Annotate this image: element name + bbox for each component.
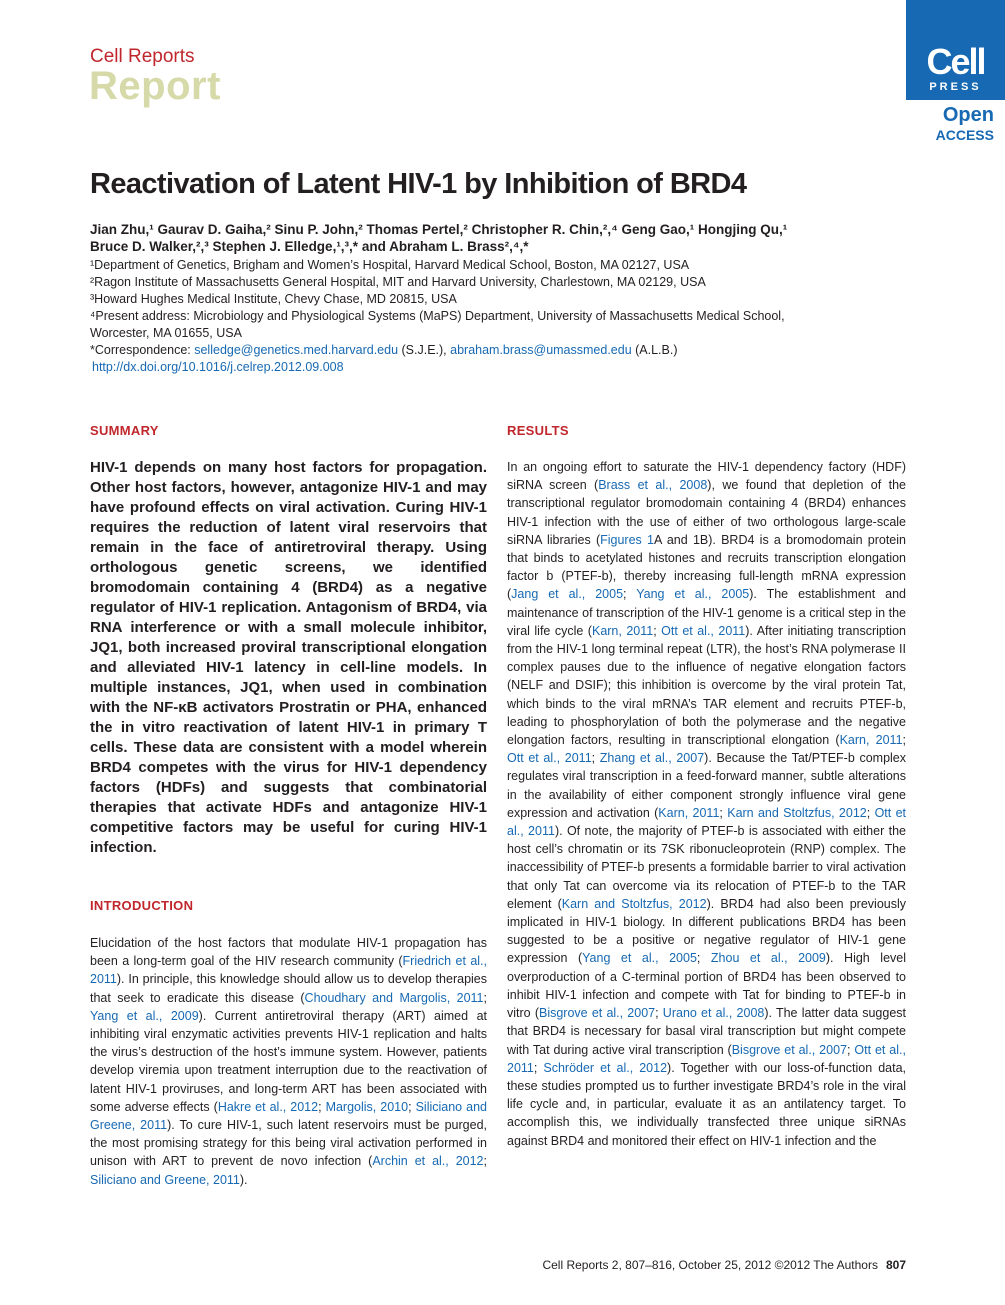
text-run: ; (623, 587, 637, 602)
text-run: ). The establishment and maintenance of transcription of the HIV-1 genome is a critical step in the viral life cycle ( (507, 587, 906, 638)
page-number: 807 (885, 1258, 906, 1272)
figure-link[interactable]: Figures (600, 532, 642, 547)
text-run: ; (719, 805, 728, 820)
citation-link[interactable]: Ott et al., 2011 (507, 1042, 906, 1075)
citation-link[interactable]: Zhou et al., 2009 (710, 951, 826, 966)
text-run: ). Current antiretroviral therapy (ART) aimed at inhibiting viral enzymatic activities prevents HIV-1 replication and halts the virus’s destruction of the host’s immune system. However, patients develop viremia upon treatment interruption due to the reactivation of latent HIV-1 proviruses, and long-term ART has been associated with some adverse effects ( (90, 1008, 487, 1114)
correspondence (90, 342, 920, 359)
summary-heading: SUMMARY (90, 423, 159, 438)
text-run: ). Together with our loss-of-function data, these studies prompted us to further investigate BRD4’s role in the viral life cycle and, in particular, evaluate it as an antilatency target. To accomplish this, we individually transfected three unique siRNAs against BRD4 and monitored their effect on HIV-1 infection and the (507, 1060, 906, 1148)
logo-press-text: PRESS (929, 81, 982, 93)
text-run: ; (533, 1060, 544, 1075)
citation-link[interactable]: Bisgrove et al., 2007 (538, 1006, 656, 1021)
text-run: Elucidation of the host factors that modulate HIV-1 propagation has been a long-term goal of the HIV research community ( (90, 936, 487, 969)
text-run: ; (408, 1099, 416, 1114)
text-run: ). Because the Tat/PTEF-b complex regulates viral transcription in a feed-forward manner, subtle alterations in the availability of either component strongly influence viral gene expression and activation ( (507, 751, 906, 820)
doi-link[interactable]: http://dx.doi.org/10.1016/j.celrep.2012.09.008 (92, 360, 344, 374)
citation-link[interactable]: Karn, 2011 (591, 623, 654, 638)
citation-link[interactable]: Urano et al., 2008 (662, 1006, 765, 1021)
summary-paragraph: HIV-1 depends on many host factors for propagation. Other host factors, however, antagonize HIV-1 and may have profound effects on viral activation. Curing HIV-1 requires the reduction of latent viral reservoirs that remain in the face of antiretroviral therapy. Using orthologous genetic screens, we identified bromodomain containing 4 (BRD4) as a negative regulator of HIV-1 replication. Antagonism of BRD4, via RNA interference or with a small molecule inhibitor, JQ1, both increased proviral transcriptional elongation and alleviated HIV-1 latency in cell-line models. In multiple instances, JQ1, when used in combination with the NF-κB activators Prostratin or PHA, enhanced the in vitro reactivation of latent HIV-1 in primary T cells. These data are consistent with a model wherein BRD4 competes with the virus for HIV-1 dependency factors (HDFs) and suggests that combinatorial therapies that activate HDFs and antagonize HIV-1 competitive factors may be useful for curing HIV-1 infection. (90, 459, 487, 856)
open-access-label: Open (942, 104, 994, 126)
correspondence-who-2: (A.L.B.) (631, 343, 678, 357)
citation-link[interactable]: Choudhary and Margolis, 2011 (304, 990, 484, 1005)
text-run: ). The latter data suggest that BRD4 is necessary for basal viral transcription but might compete with Tat during active viral transcription ( (507, 1006, 906, 1057)
text-run: A and 1B). BRD4 is a bromodomain protein that binds to acetylated histones and recruits transcription elongation factor b (PTEF-b), thereby increasing full-length mRNA expression ( (507, 532, 906, 602)
figure-link[interactable]: 1 (647, 532, 654, 547)
results-heading: RESULTS (507, 423, 569, 438)
citation-link[interactable]: Friedrich et al., 2011 (90, 954, 488, 987)
text-run: ; (318, 1099, 326, 1114)
affiliation-4-cont: Worcester, MA 01655, USA (90, 326, 242, 340)
author-line-1: Jian Zhu,¹ Gaurav D. Gaiha,² Sinu P. John,² Thomas Pertel,² Christopher R. Chin,²,⁴ Geng Gao,¹ Hongjing Qu,¹ (90, 222, 788, 237)
citation-link[interactable]: Yang et al., 2009 (90, 1008, 199, 1023)
text-run: In an ongoing effort to saturate the HIV-1 dependency factory (HDF) siRNA screen ( (507, 460, 906, 493)
citation-link[interactable]: Archin et al., 2012 (372, 1154, 484, 1169)
article-type: Report (89, 64, 221, 108)
affiliation-4: ⁴Present address: Microbiology and Physiological Systems (MaPS) Department, University of Massachusetts Medical School, (90, 309, 785, 323)
text-run: ; (866, 805, 875, 820)
introduction-paragraph (90, 934, 487, 1189)
citation-link[interactable]: Ott et al., 2011 (507, 805, 906, 839)
citation-link[interactable]: Hakre et al., 2012 (217, 1099, 319, 1114)
citation-link[interactable]: Karn and Stoltzfus, 2012 (561, 896, 707, 911)
affiliation-3: ³Howard Hughes Medical Institute, Chevy Chase, MD 20815, USA (90, 292, 457, 306)
citation-link[interactable]: Siliciano and Greene, 2011 (90, 1172, 240, 1187)
citation-link[interactable]: Brass et al., 2008 (598, 478, 708, 493)
citation-link[interactable]: Ott et al., 2011 (507, 751, 592, 766)
citation-link[interactable]: Ott et al., 2011 (661, 623, 746, 638)
text-run: ). In principle, this knowledge should allow us to develop therapies that seek to eradicate this disease ( (90, 972, 487, 1005)
citation-link[interactable]: Jang et al., 2005 (511, 587, 624, 602)
text-run: ; (655, 1006, 663, 1021)
text-run: ). (239, 1172, 248, 1187)
email-link-brass[interactable]: abraham.brass@umassmed.edu (450, 343, 632, 357)
text-run: ; (483, 1154, 487, 1169)
citation-link[interactable]: Karn, 2011 (839, 733, 903, 748)
text-run: ). High level overproduction of a C-terminal portion of BRD4 has been observed to inhibit HIV-1 infection and compete with Tat for binding to PTEF-b in vitro ( (507, 951, 906, 1021)
citation-link[interactable]: Karn and Stoltzfus, 2012 (727, 805, 867, 820)
citation-link[interactable]: Siliciano and Greene, 2011 (90, 1099, 487, 1133)
citation-link[interactable]: Zhang et al., 2007 (599, 751, 705, 766)
text-run: ; (902, 733, 907, 748)
citation-link[interactable]: Bisgrove et al., 2007 (731, 1042, 847, 1057)
author-list (90, 221, 920, 255)
author-line-2: Bruce D. Walker,²,³ Stephen J. Elledge,¹,³,* and Abraham L. Brass²,⁴,* (90, 239, 529, 254)
text-run: ), we found that depletion of the transcriptional regulator bromodomain containing 4 (BRD4) enhances HIV-1 infection with the use of either of two orthologous large-scale siRNA libraries ( (507, 478, 907, 547)
citation-link[interactable]: Karn, 2011 (658, 805, 720, 820)
journal-name: Cell Reports (90, 46, 195, 67)
correspondence-who-1: (S.J.E.), (398, 343, 451, 357)
logo-cell-text: Cell (926, 41, 985, 82)
text-run: ). After initiating transcription from the HIV-1 long terminal repeat (LTR), the host’s RNA polymerase II complex pauses due to the influence of negative elongation factors (NELF and DSIF); this inhibition is overcome by the viral protein Tat, which binds to the viral mRNA’s TAR element and recruits PTEF-b, leading to phosphorylation of both the polymerase and the negative elongation factors, resulting in transcriptional elongation ( (507, 623, 906, 748)
page-footer (400, 1258, 906, 1272)
text-run: ; (653, 623, 662, 638)
access-label: ACCESS (935, 127, 994, 143)
footer-citation: Cell Reports 2, 807–816, October 25, 2012 ©2012 The Authors (542, 1258, 878, 1272)
affiliation-2: ²Ragon Institute of Massachusetts General Hospital, MIT and Harvard University, Charlestown, MA 02129, USA (90, 275, 706, 289)
citation-link[interactable]: Schröder et al., 2012 (543, 1060, 668, 1075)
affiliation-1: ¹Department of Genetics, Brigham and Women’s Hospital, Harvard Medical School, Boston, MA 02127, USA (90, 258, 690, 272)
email-link-elledge[interactable]: selledge@genetics.med.harvard.edu (194, 343, 399, 357)
text-run: ; (591, 751, 600, 766)
cell-press-logo[interactable] (906, 0, 1005, 100)
citation-link[interactable]: Margolis, 2010 (325, 1099, 409, 1114)
text-run: ; (847, 1042, 855, 1057)
text-run: ). BRD4 had also been previously implicated in HIV-1 biology. In different publications BRD4 has been suggested to be a positive or negative regulator of HIV-1 gene expression ( (507, 896, 906, 966)
text-run: ; (696, 951, 711, 966)
text-run: ). Of note, the majority of PTEF-b is associated with either the host cell’s chromatin or its 7SK ribonucleoprotein (RNP) complex. The inaccessibility of PTEF-b presents a formidable barrier to viral activation that only Tat can overcome via its relocation of PTEF-b to the TAR element ( (507, 824, 906, 911)
article-title: Reactivation of Latent HIV-1 by Inhibition of BRD4 (90, 168, 747, 200)
citation-link[interactable]: Yang et al., 2005 (582, 951, 697, 966)
citation-link[interactable]: Yang et al., 2005 (636, 587, 750, 602)
introduction-heading: INTRODUCTION (90, 898, 194, 913)
text-run: ). To cure HIV-1, such latent reservoirs must be purged, the most promising strategy for this being viral activation performed in unison with ART to prevent de novo infection ( (90, 1118, 487, 1169)
correspondence-label: *Correspondence: (90, 343, 195, 357)
results-paragraph (507, 458, 906, 1150)
text-run: ; (483, 990, 487, 1005)
